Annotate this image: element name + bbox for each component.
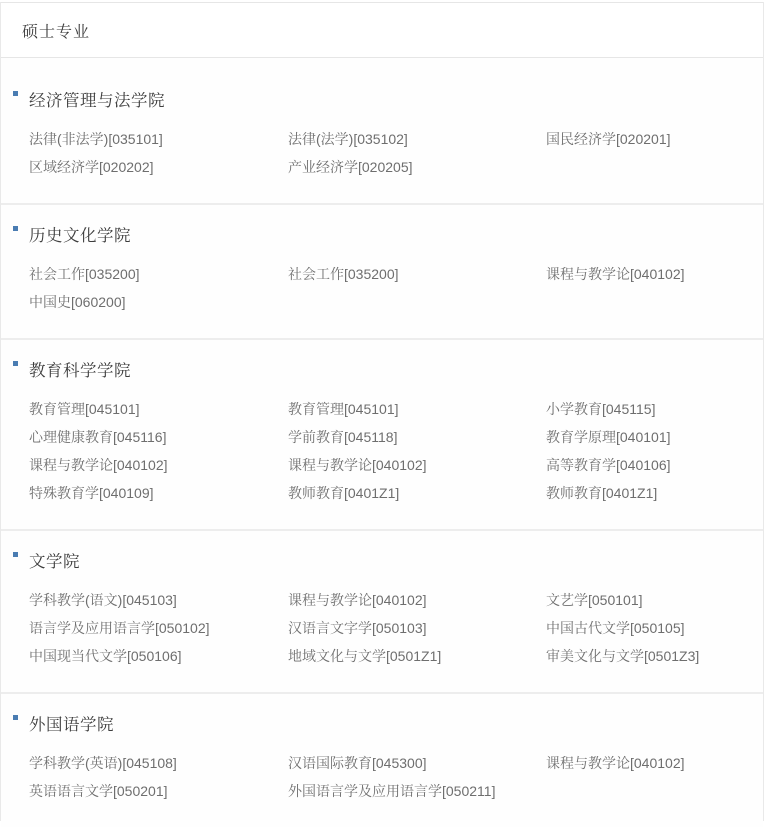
college-title: 历史文化学院	[29, 227, 131, 245]
college-section	[1, 531, 763, 694]
program-item[interactable]: 外国语言学及应用语言学[050211]	[288, 783, 496, 799]
program-item[interactable]: 学科教学(英语)[045108]	[29, 755, 177, 771]
program-item[interactable]: 教师教育[0401Z1]	[546, 485, 658, 501]
program-item[interactable]: 教育管理[045101]	[29, 401, 140, 417]
page-title: 硕士专业	[22, 23, 91, 41]
page	[0, 2, 764, 821]
bullet-square-icon	[13, 361, 18, 366]
college-title-row	[1, 360, 763, 383]
program-item[interactable]: 学科教学(语文)[045103]	[29, 592, 177, 608]
program-grid	[1, 753, 763, 801]
college-title: 外国语学院	[29, 716, 114, 734]
program-grid	[1, 399, 763, 503]
bullet-square-icon	[13, 552, 18, 557]
program-item[interactable]: 中国史[060200]	[29, 294, 126, 310]
program-item[interactable]: 国民经济学[020201]	[546, 131, 671, 147]
college-title-row	[1, 714, 763, 737]
program-item[interactable]: 教育管理[045101]	[288, 401, 399, 417]
bullet-square-icon	[13, 91, 18, 96]
program-item[interactable]: 地域文化与文学[0501Z1]	[288, 648, 442, 664]
program-item[interactable]: 产业经济学[020205]	[288, 159, 413, 175]
program-item[interactable]: 法律(非法学)[035101]	[29, 131, 163, 147]
program-item[interactable]: 教育学原理[040101]	[546, 429, 671, 445]
bullet-square-icon	[13, 226, 18, 231]
program-item[interactable]: 中国古代文学[050105]	[546, 620, 685, 636]
program-item[interactable]: 文艺学[050101]	[546, 592, 643, 608]
program-item[interactable]: 区域经济学[020202]	[29, 159, 154, 175]
program-grid	[1, 129, 763, 177]
sections	[1, 70, 763, 827]
page-header	[1, 2, 763, 58]
program-grid	[1, 590, 763, 666]
program-item[interactable]: 汉语国际教育[045300]	[288, 755, 427, 771]
program-item[interactable]: 高等教育学[040106]	[546, 457, 671, 473]
college-section	[1, 70, 763, 205]
program-item[interactable]: 法律(法学)[035102]	[288, 131, 408, 147]
program-item[interactable]: 学前教育[045118]	[288, 429, 398, 445]
college-title-row	[1, 90, 763, 113]
program-item[interactable]: 社会工作[035200]	[29, 266, 140, 282]
program-item[interactable]: 汉语言文字学[050103]	[288, 620, 427, 636]
college-section	[1, 694, 763, 827]
program-item[interactable]: 教师教育[0401Z1]	[288, 485, 400, 501]
program-item[interactable]: 心理健康教育[045116]	[29, 429, 167, 445]
college-title-row	[1, 551, 763, 574]
college-section	[1, 205, 763, 340]
college-title: 教育科学学院	[29, 362, 131, 380]
program-item[interactable]: 课程与教学论[040102]	[288, 592, 427, 608]
college-title: 文学院	[29, 553, 80, 571]
college-section	[1, 340, 763, 531]
program-item[interactable]: 课程与教学论[040102]	[546, 266, 685, 282]
program-item[interactable]: 社会工作[035200]	[288, 266, 399, 282]
college-title: 经济管理与法学院	[29, 92, 165, 110]
program-item[interactable]: 课程与教学论[040102]	[546, 755, 685, 771]
program-item[interactable]: 语言学及应用语言学[050102]	[29, 620, 210, 636]
program-item[interactable]: 英语语言文学[050201]	[29, 783, 168, 799]
college-title-row	[1, 225, 763, 248]
program-item[interactable]: 特殊教育学[040109]	[29, 485, 154, 501]
program-item[interactable]: 小学教育[045115]	[546, 401, 656, 417]
program-item[interactable]: 课程与教学论[040102]	[29, 457, 168, 473]
bullet-square-icon	[13, 715, 18, 720]
program-item[interactable]: 审美文化与文学[0501Z3]	[546, 648, 700, 664]
program-grid	[1, 264, 763, 312]
program-item[interactable]: 中国现当代文学[050106]	[29, 648, 182, 664]
program-item[interactable]: 课程与教学论[040102]	[288, 457, 427, 473]
